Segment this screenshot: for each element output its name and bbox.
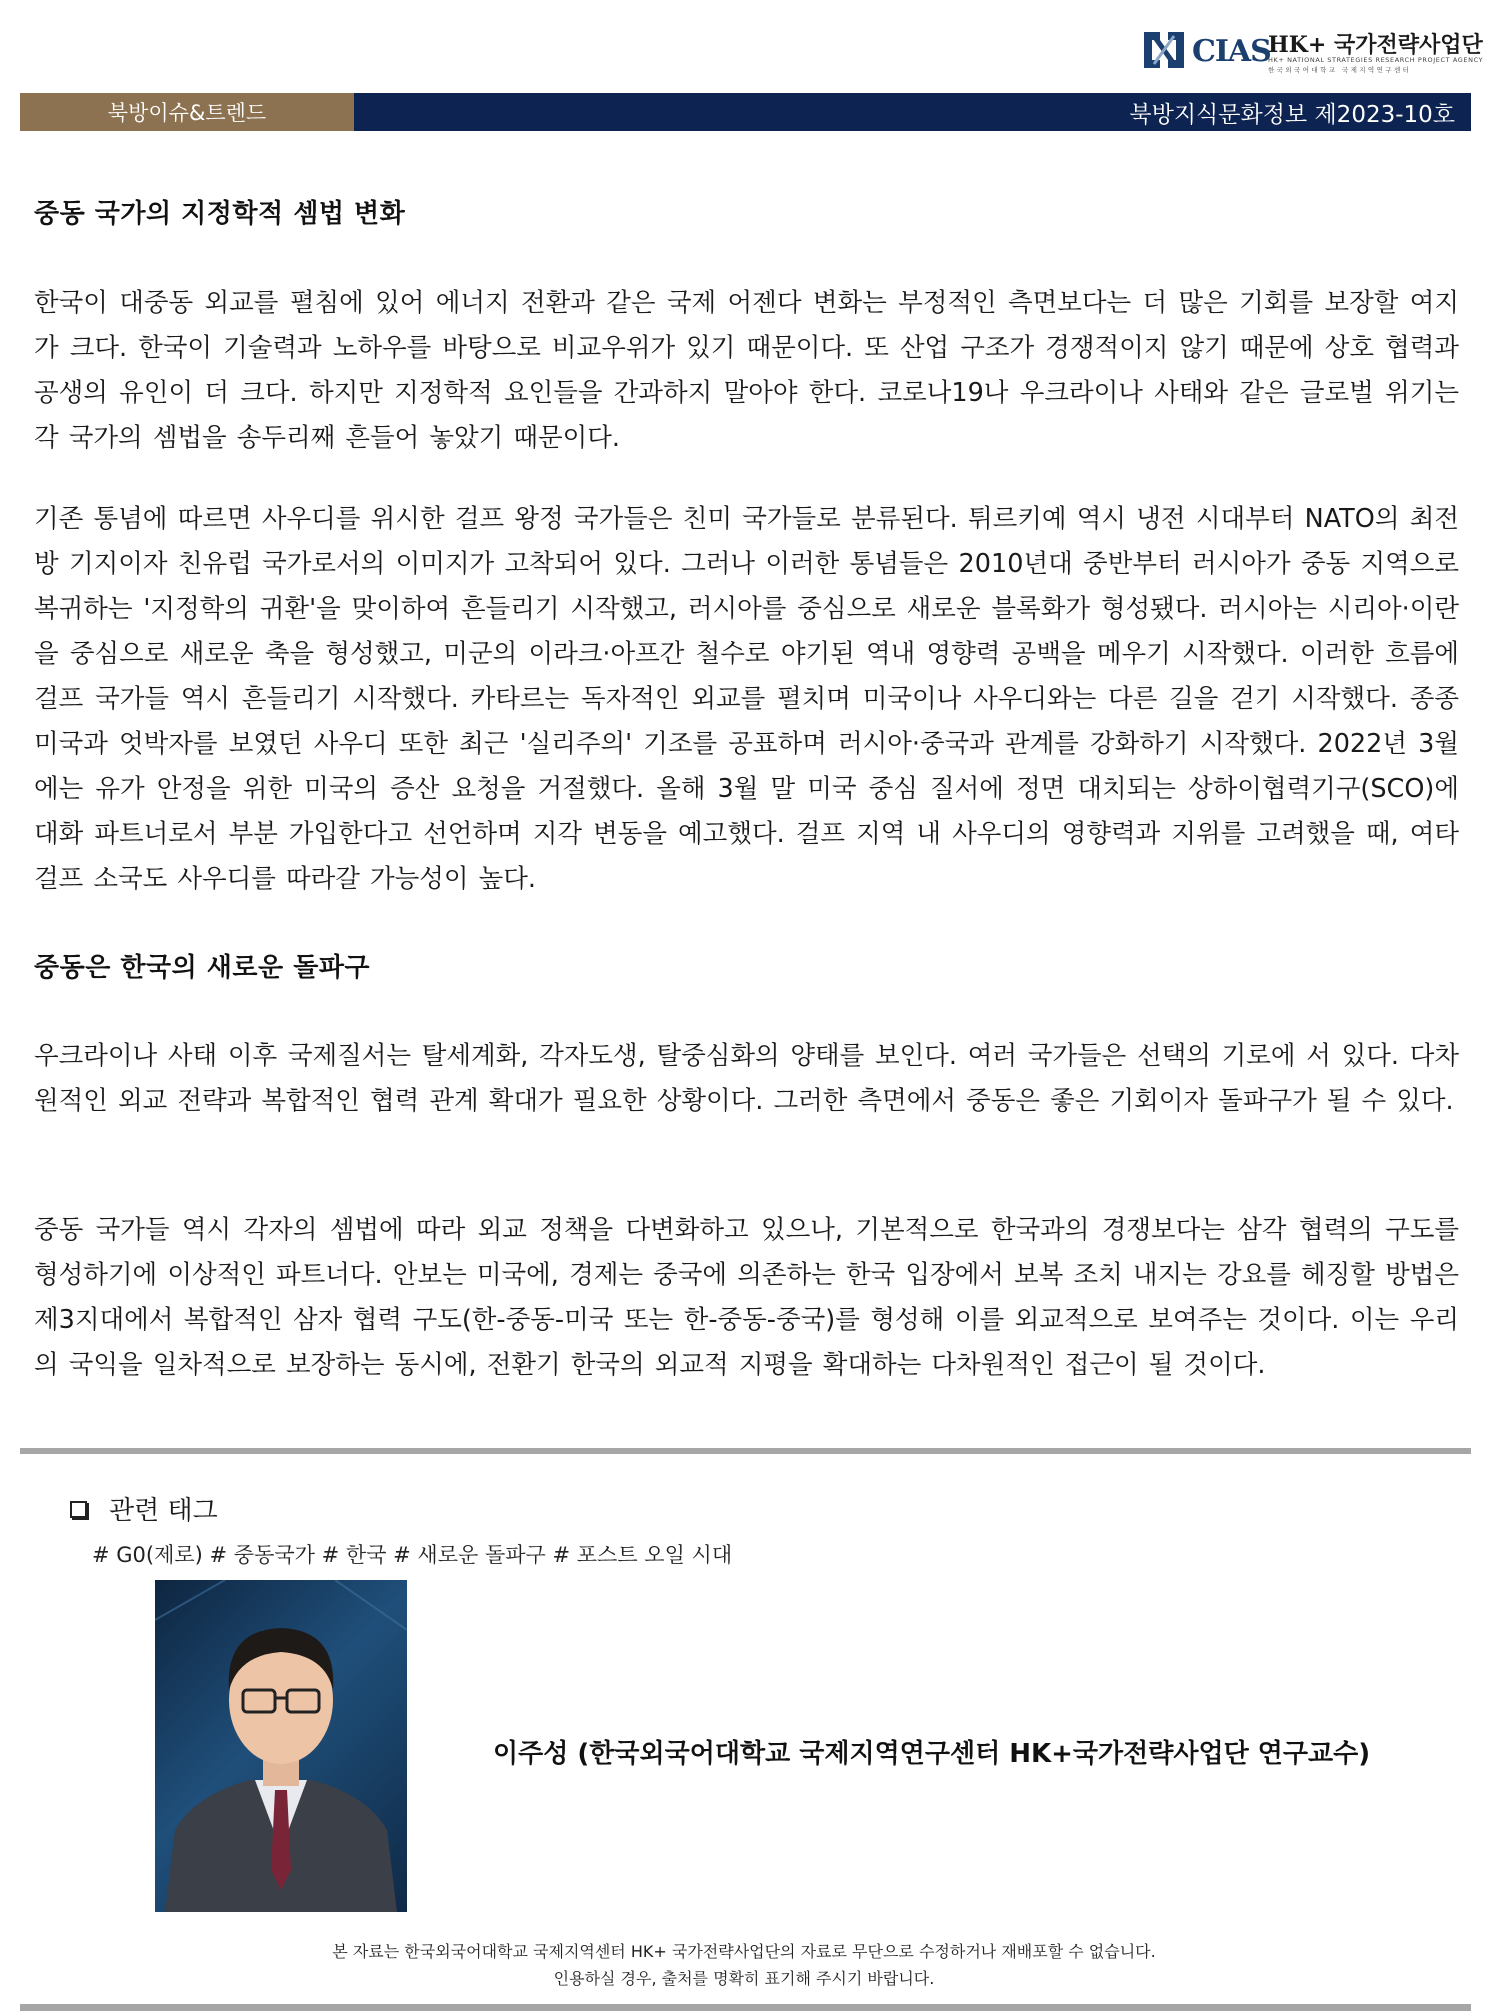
tags-list: # G0(제로) # 중동국가 # 한국 # 새로운 돌파구 # 포스트 오일 시대 (92, 1543, 733, 1567)
divider (20, 1448, 1471, 1454)
logo-title: HK+ 국가전략사업단 (1268, 32, 1483, 58)
copyright-notice-2: 인용하실 경우, 출처를 명확히 표기해 주시기 바랍니다. (553, 1969, 935, 1988)
header-bar (20, 93, 1471, 131)
cias-emblem-icon (1140, 26, 1188, 74)
author-name: 이주성 (한국외국어대학교 국제지역연구센터 HK+국가전략사업단 연구교수) (493, 1739, 1371, 1769)
logo-subtitle-en: HK+ NATIONAL STRATEGIES RESEARCH PROJECT AGENCY (1268, 56, 1484, 64)
paragraph-1: 한국이 대중동 외교를 펼침에 있어 에너지 전환과 같은 국제 어젠다 변화는 부정적인 측면보다는 더 많은 기회를 보장할 여지가 크다. 한국이 기술력과 노하우를 바탕으로 비교우위가 있기 때문이다. 또 산업 구조가 경쟁적이지 않기 때문에 상호 협력과 공생의 유인이 더 크다. 하지만 지정학적 요인들을 간과하지 말아야 한다. 코로나19나 우크라이나 사태와 같은 글로벌 위기는 각 국가의 셈법을 송두리째 흔들어 놓았기 때문이다. (34, 288, 1459, 453)
paragraph-2: 기존 통념에 따르면 사우디를 위시한 걸프 왕정 국가들은 친미 국가들로 분류된다. 튀르키예 역시 냉전 시대부터 NATO의 최전방 기지이자 친유럽 국가로서의 이미지가 고착되어 있다. 그러나 이러한 통념들은 2010년대 중반부터 러시아가 중동 지역으로 복귀하는 '지정학의 귀환'을 맞이하여 흔들리기 시작했고, 러시아를 중심으로 새로운 블록화가 형성됐다. 러시아는 시리아·이란을 중심으로 새로운 축을 형성했고, 미군의 이라크·아프간 철수로 야기된 역내 영향력 공백을 메우기 시작했다. 이러한 흐름에 걸프 국가들 역시 흔들리기 시작했다. 카타르는 독자적인 외교를 펼치며 미국이나 사우디와는 다른 길을 걷기 시작했다. 종종 미국과 엇박자를 보였던 사우디 또한 최근 '실리주의' 기조를 공표하며 러시아·중국과 관계를 강화하기 시작했다. 2022년 3월에는 유가 안정을 위한 미국의 증산 요청을 거절했다. 올해 3월 말 미국 중심 질서에 정면 대치되는 상하이협력기구(SCO)에 대화 파트너로서 부분 가입한다고 선언하며 지각 변동을 예고했다. 걸프 지역 내 사우디의 영향력과 지위를 고려했을 때, 여타 걸프 소국도 사우디를 따라갈 가능성이 높다. (34, 504, 1459, 894)
logo-subtitle-ko: 한국외국어대학교 국제지역연구센터 (1268, 66, 1412, 74)
footer-divider (20, 2004, 1471, 2011)
paragraph-3: 우크라이나 사태 이후 국제질서는 탈세계화, 각자도생, 탈중심화의 양태를 보인다. 여러 국가들은 선택의 기로에 서 있다. 다차원적인 외교 전략과 복합적인 협력 관계 확대가 필요한 상황이다. 그러한 측면에서 중동은 좋은 기회이자 돌파구가 될 수 있다. (34, 1041, 1459, 1116)
issue-label: 북방지식문화정보 제2023-10호 (354, 93, 1471, 131)
cias-logo (1140, 26, 1484, 76)
logo-cias-text: CIAS (1192, 34, 1271, 69)
checkbox-bullet-icon (70, 1501, 87, 1518)
paragraph-4: 중동 국가들 역시 각자의 셈법에 따라 외교 정책을 다변화하고 있으나, 기본적으로 한국과의 경쟁보다는 삼각 협력의 구도를 형성하기에 이상적인 파트너다. 안보는 미국에, 경제는 중국에 의존하는 한국 입장에서 보복 조치 내지는 강요를 헤징할 방법은 제3지대에서 복합적인 삼자 협력 구도(한-중동-미국 또는 한-중동-중국)를 형성해 이를 외교적으로 보여주는 것이다. 이는 우리의 국익을 일차적으로 보장하는 동시에, 전환기 한국의 외교적 지평을 확대하는 다차원적인 접근이 될 것이다. (34, 1215, 1459, 1380)
tags-heading (70, 1490, 218, 1527)
section-heading-2: 중동은 한국의 새로운 돌파구 (34, 953, 371, 983)
section-label: 북방이슈&트렌드 (20, 93, 354, 131)
author-photo (155, 1580, 407, 1912)
author-portrait-icon (155, 1580, 407, 1912)
section-heading-1: 중동 국가의 지정학적 셈법 변화 (34, 199, 406, 229)
copyright-notice-1: 본 자료는 한국외국어대학교 국제지역센터 HK+ 국가전략사업단의 자료로 무단으로 수정하거나 재배포할 수 없습니다. (332, 1942, 1156, 1961)
tags-title: 관련 태그 (109, 1496, 218, 1526)
